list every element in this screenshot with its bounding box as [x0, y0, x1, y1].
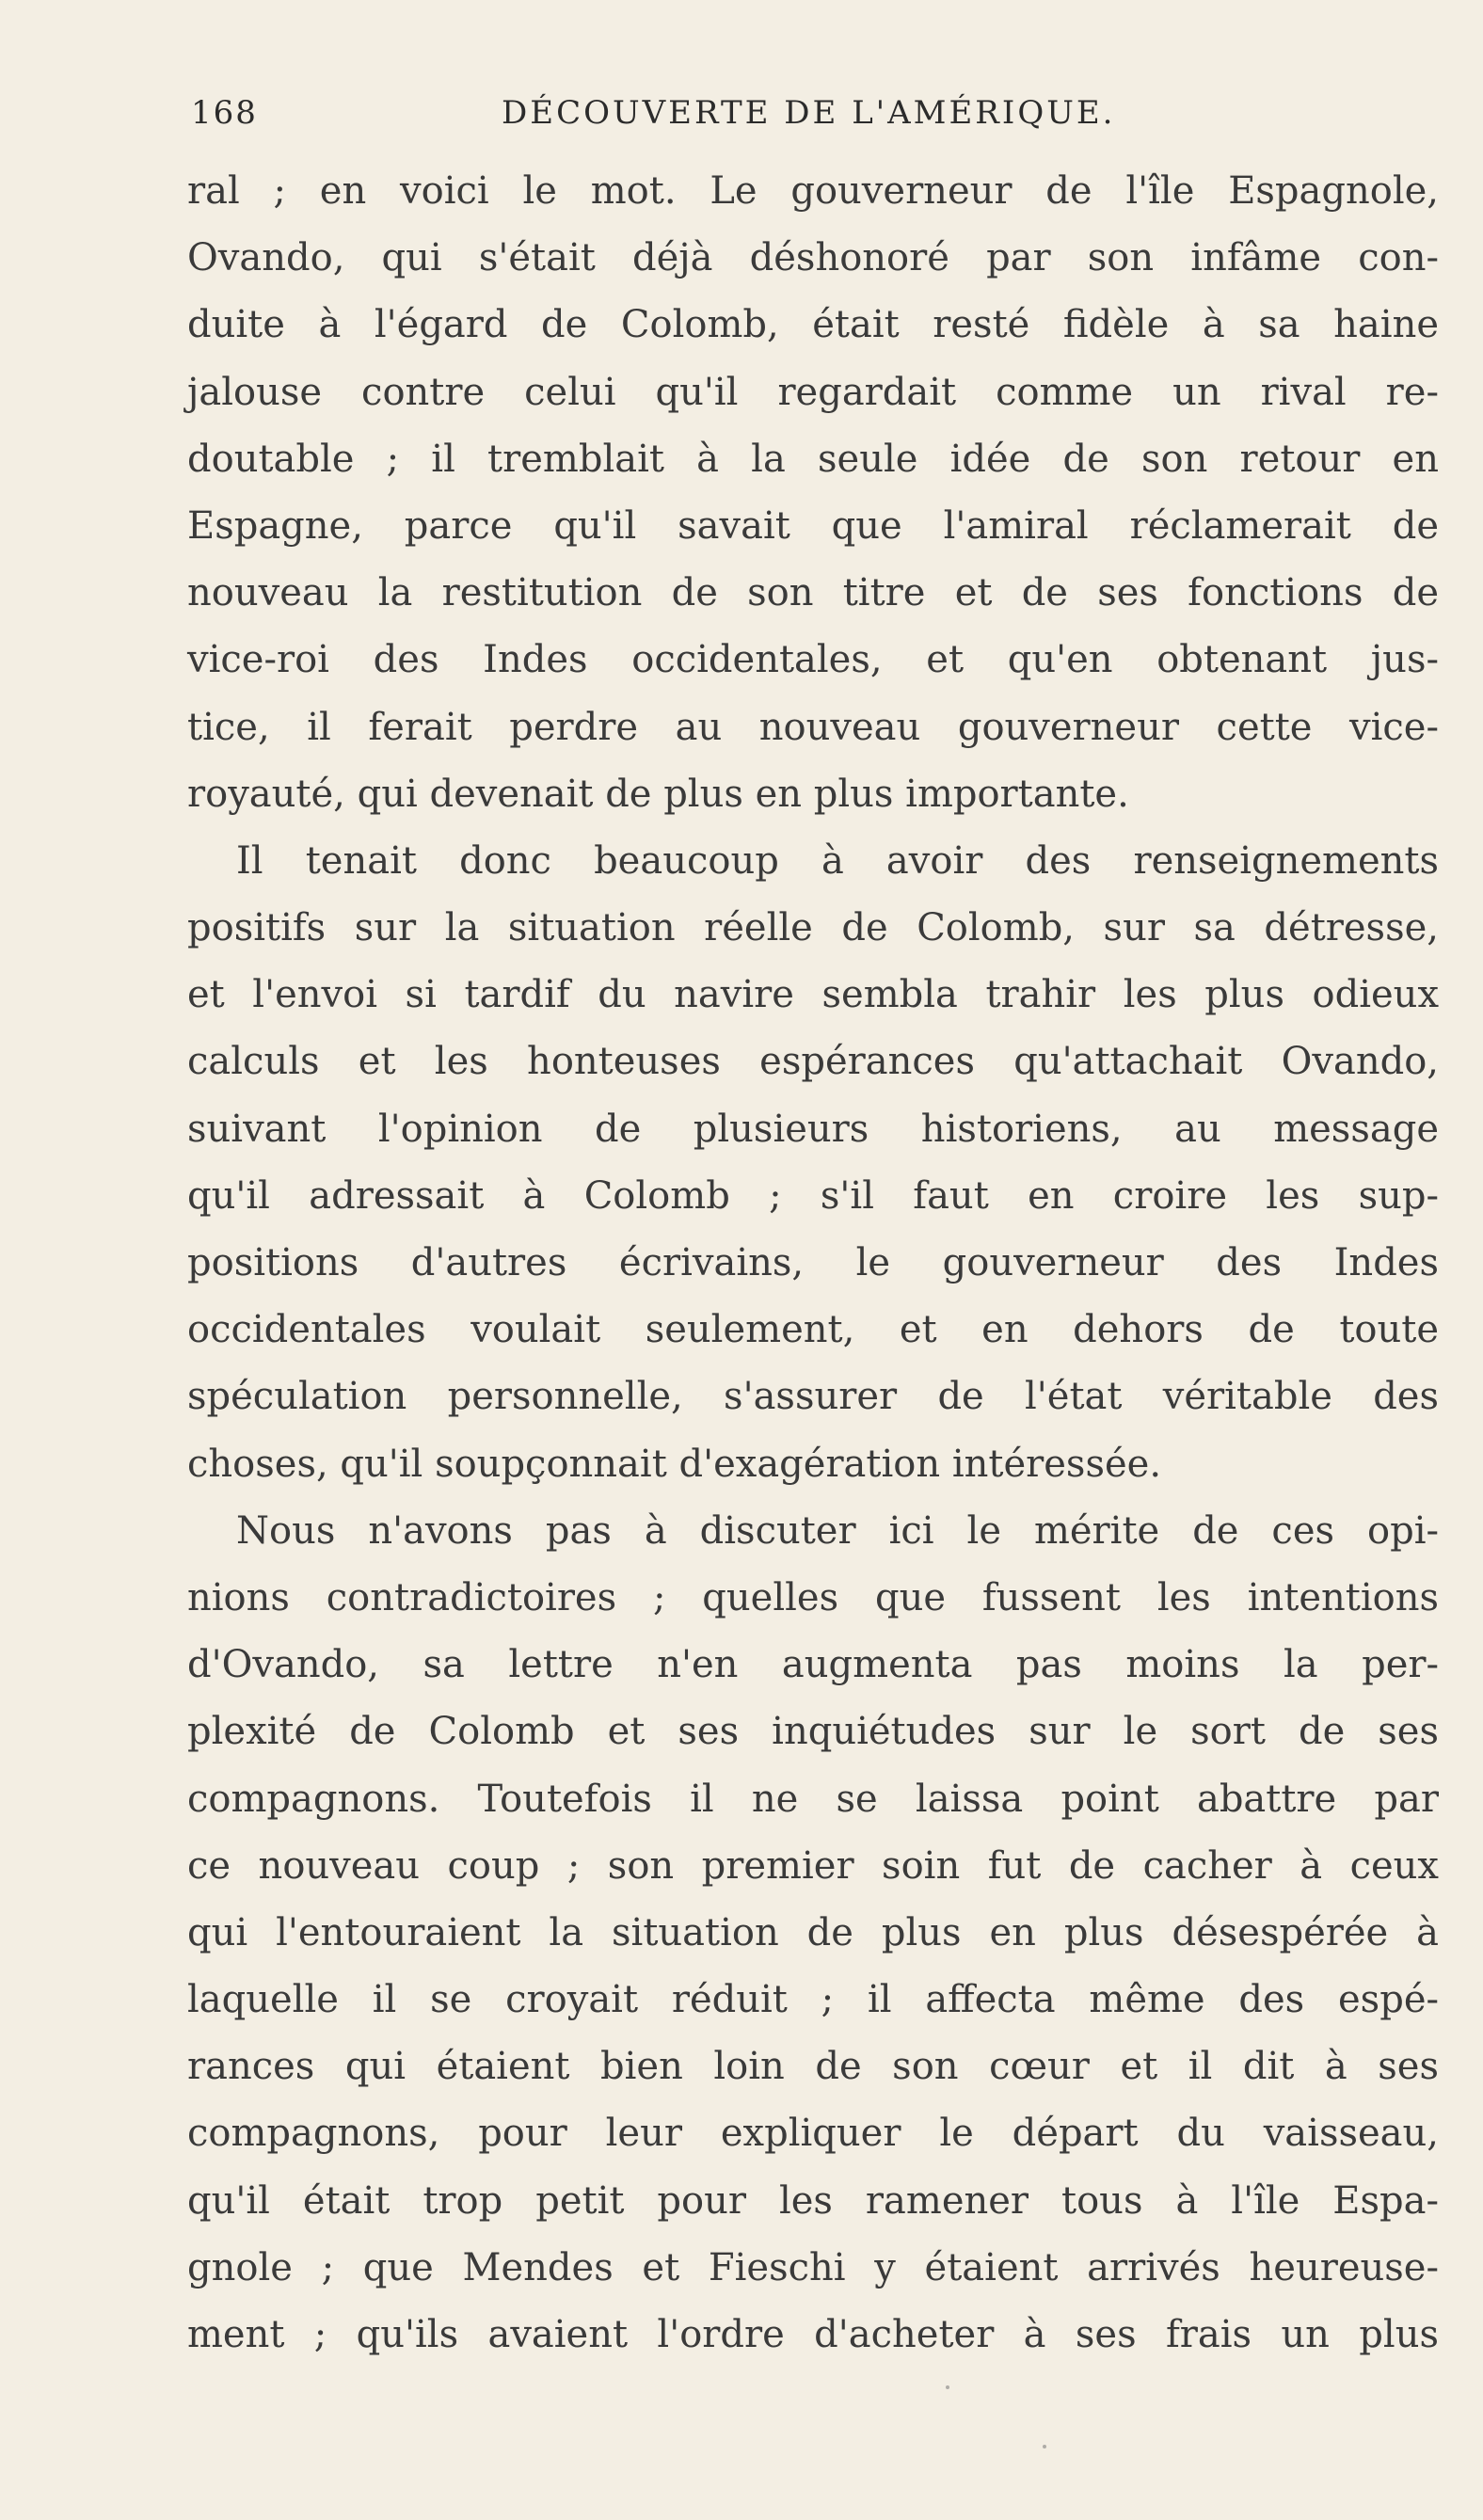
- text-line: gnole ; que Mendes et Fieschi y étaient arrivés heureuse-: [187, 2245, 1439, 2289]
- page-number: 168: [191, 94, 258, 132]
- text-line: Espagne, parce qu'il savait que l'amiral réclamerait de: [187, 503, 1439, 548]
- text-line: qu'il adressait à Colomb ; s'il faut en croire les sup-: [187, 1173, 1439, 1218]
- text-line: positions d'autres écrivains, le gouverneur des Indes: [187, 1241, 1439, 1284]
- text-line: positifs sur la situation réelle de Colomb, sur sa détresse,: [187, 906, 1439, 950]
- text-line: et l'envoi si tardif du navire sembla trahir les plus odieux: [187, 973, 1439, 1017]
- text-line: duite à l'égard de Colomb, était resté fidèle à sa haine: [187, 303, 1439, 347]
- text-line: plexité de Colomb et ses inquiétudes sur le sort de ses: [187, 1710, 1439, 1754]
- text-line: Nous n'avons pas à discuter ici le mérite de ces opi-: [236, 1508, 1439, 1553]
- text-line: Ovando, qui s'était déjà déshonoré par son infâme con-: [187, 236, 1439, 280]
- text-line: nouveau la restitution de son titre et de ses fonctions de: [187, 571, 1439, 615]
- paper-speck: [1043, 2445, 1046, 2448]
- text-line: jalouse contre celui qu'il regardait comme un rival re-: [187, 370, 1439, 414]
- text-line: choses, qu'il soupçonnait d'exagération intéressée.: [187, 1442, 1162, 1486]
- paragraph-2: [187, 828, 1439, 1498]
- page-header: [191, 94, 1397, 141]
- paragraph-1: [187, 158, 1439, 828]
- text-line: Il tenait donc beaucoup à avoir des renseignements: [236, 838, 1439, 883]
- text-line: ce nouveau coup ; son premier soin fut de cacher à ceux: [187, 1843, 1439, 1888]
- body-text: [187, 158, 1439, 2368]
- text-line: spéculation personnelle, s'assurer de l'état véritable des: [187, 1375, 1439, 1419]
- text-line: compagnons. Toutefois il ne se laissa point abattre par: [187, 1777, 1439, 1821]
- text-line: tice, il ferait perdre au nouveau gouverneur cette vice-: [187, 705, 1439, 749]
- text-line: qui l'entouraient la situation de plus en plus désespérée à: [187, 1910, 1439, 1954]
- text-line: nions contradictoires ; quelles que fussent les intentions: [187, 1575, 1439, 1619]
- text-line: qu'il était trop petit pour les ramener tous à l'île Espa-: [187, 2178, 1439, 2223]
- text-line: d'Ovando, sa lettre n'en augmenta pas moins la per-: [187, 1643, 1439, 1687]
- text-line: ment ; qu'ils avaient l'ordre d'acheter à ses frais un plus: [187, 2313, 1439, 2356]
- running-head: DÉCOUVERTE DE L'AMÉRIQUE.: [502, 94, 1116, 132]
- text-line: ral ; en voici le mot. Le gouverneur de l'île Espagnole,: [187, 169, 1439, 213]
- text-line: suivant l'opinion de plusieurs historiens, au message: [187, 1107, 1439, 1151]
- text-line: calculs et les honteuses espérances qu'attachait Ovando,: [187, 1040, 1439, 1084]
- text-line: vice-roi des Indes occidentales, et qu'en obtenant jus-: [187, 638, 1439, 682]
- text-line: laquelle il se croyait réduit ; il affecta même des espé-: [187, 1978, 1439, 2022]
- text-line: compagnons, pour leur expliquer le départ du vaisseau,: [187, 2112, 1439, 2156]
- text-line: doutable ; il tremblait à la seule idée de son retour en: [187, 437, 1439, 481]
- text-line: royauté, qui devenait de plus en plus importante.: [187, 772, 1129, 816]
- paper-speck: [946, 2385, 949, 2389]
- paragraph-3: [187, 1498, 1439, 2368]
- text-line: rances qui étaient bien loin de son cœur et il dit à ses: [187, 2045, 1439, 2089]
- text-line: occidentales voulait seulement, et en dehors de toute: [187, 1308, 1439, 1352]
